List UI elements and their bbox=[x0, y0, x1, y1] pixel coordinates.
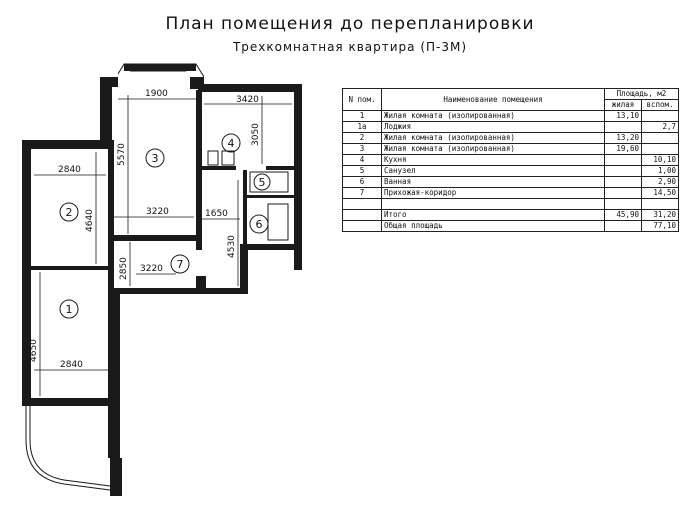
cell-aux: 10,10 bbox=[642, 155, 679, 166]
table-row bbox=[343, 155, 679, 166]
wall-room3-left bbox=[100, 77, 112, 147]
cell-num: 6 bbox=[343, 177, 382, 188]
cell-name: Ванная bbox=[382, 177, 605, 188]
cell-num: 1 bbox=[343, 111, 382, 122]
table-row bbox=[343, 122, 679, 133]
room-1-number: 1 bbox=[65, 303, 73, 316]
loggia-outline-inner bbox=[30, 406, 110, 486]
dim-3420: 3420 bbox=[236, 95, 259, 105]
cell-aux: 14,50 bbox=[642, 188, 679, 199]
cell-aux: 1,00 bbox=[642, 166, 679, 177]
room-2-number: 2 bbox=[65, 206, 73, 219]
area-table bbox=[342, 88, 679, 232]
loggia-end bbox=[110, 458, 122, 496]
cell-name bbox=[382, 199, 605, 210]
plan-title: План помещения до перепланировки bbox=[165, 14, 535, 34]
wall-left bbox=[22, 140, 31, 405]
wall-right bbox=[294, 84, 302, 270]
dim-2840-top: 2840 bbox=[58, 165, 81, 175]
area-table-body bbox=[343, 111, 679, 232]
cell-name: Прихожая-коридор bbox=[382, 188, 605, 199]
cell-living bbox=[605, 199, 642, 210]
cell-aux: 2,7 bbox=[642, 122, 679, 133]
cell-living bbox=[605, 188, 642, 199]
dim-1900: 1900 bbox=[145, 89, 168, 99]
loggia-outline bbox=[26, 406, 110, 490]
cell-aux bbox=[642, 144, 679, 155]
cell-num: 3 bbox=[343, 144, 382, 155]
room-3-number: 3 bbox=[151, 152, 159, 165]
wall-kitchen-bottom-right bbox=[266, 166, 296, 170]
wall-toilet-bath bbox=[247, 195, 294, 198]
cell-aux bbox=[642, 133, 679, 144]
cell-num bbox=[343, 221, 382, 232]
wall-bath-bottom bbox=[246, 244, 302, 250]
cell-num bbox=[343, 199, 382, 210]
wall-room3-room4 bbox=[196, 90, 202, 250]
cell-living bbox=[605, 155, 642, 166]
wall-corridor-bottom bbox=[112, 288, 248, 294]
wall-bath-left bbox=[243, 170, 247, 245]
cell-num: 7 bbox=[343, 188, 382, 199]
cell-living bbox=[605, 166, 642, 177]
dim-3050: 3050 bbox=[251, 123, 261, 146]
wall-kitchen-bottom-left bbox=[202, 166, 236, 170]
cell-name: Лоджия bbox=[382, 122, 605, 133]
cell-aux: 31,20 bbox=[642, 210, 679, 221]
table-row bbox=[343, 199, 679, 210]
wall-corridor-right bbox=[240, 244, 248, 288]
table-row bbox=[343, 210, 679, 221]
wall-room1-bottom bbox=[22, 398, 120, 406]
kitchen-sink bbox=[222, 151, 234, 165]
cell-name: Жилая комната (изолированная) bbox=[382, 111, 605, 122]
wall-room3-bottom bbox=[112, 235, 202, 241]
table-row bbox=[343, 188, 679, 199]
kitchen-stove bbox=[208, 151, 218, 165]
cell-living bbox=[605, 122, 642, 133]
cell-num bbox=[343, 210, 382, 221]
wall-kitchen-top bbox=[198, 84, 302, 92]
cell-living bbox=[605, 221, 642, 232]
cell-num: 5 bbox=[343, 166, 382, 177]
cell-living: 13,20 bbox=[605, 133, 642, 144]
dim-3220-low: 3220 bbox=[140, 264, 163, 274]
cell-living bbox=[605, 177, 642, 188]
cell-aux bbox=[642, 111, 679, 122]
cell-num: 4 bbox=[343, 155, 382, 166]
header-num: N пом. bbox=[343, 89, 382, 111]
plan-subtitle: Трехкомнатная квартира (П-3М) bbox=[232, 40, 468, 54]
header-name: Наименование помещения bbox=[382, 89, 605, 111]
table-row bbox=[343, 144, 679, 155]
header-living: жилая bbox=[605, 100, 642, 111]
loggia-right-wall bbox=[108, 406, 120, 458]
table-row bbox=[343, 111, 679, 122]
dim-3220-mid: 3220 bbox=[146, 207, 169, 217]
cell-living: 19,60 bbox=[605, 144, 642, 155]
thin-lines bbox=[26, 64, 288, 490]
wall-room1-right bbox=[112, 294, 120, 406]
cell-name: Санузел bbox=[382, 166, 605, 177]
table-row bbox=[343, 221, 679, 232]
cell-num: 1а bbox=[343, 122, 382, 133]
wall-corridor-notch bbox=[196, 276, 206, 290]
bay-left-post bbox=[108, 77, 118, 87]
cell-aux bbox=[642, 199, 679, 210]
header-aux: вспом. bbox=[642, 100, 679, 111]
cell-living: 13,10 bbox=[605, 111, 642, 122]
cell-name: Общая площадь bbox=[382, 221, 605, 232]
dim-2850: 2850 bbox=[119, 257, 129, 280]
cell-name: Кухня bbox=[382, 155, 605, 166]
cell-name: Жилая комната (изолированная) bbox=[382, 144, 605, 155]
cell-aux: 77,10 bbox=[642, 221, 679, 232]
room-5-number: 5 bbox=[258, 176, 266, 189]
room-4-number: 4 bbox=[227, 137, 235, 150]
bathtub bbox=[268, 204, 288, 240]
dim-4530: 4530 bbox=[227, 235, 237, 258]
table-row bbox=[343, 133, 679, 144]
wall-room2-room1 bbox=[31, 266, 113, 270]
dim-5570: 5570 bbox=[117, 143, 127, 166]
bay-window-top bbox=[124, 64, 196, 71]
cell-name: Итого bbox=[382, 210, 605, 221]
header-area: Площадь, м2 bbox=[605, 89, 679, 100]
dim-2840-bottom: 2840 bbox=[60, 360, 83, 370]
dim-1650: 1650 bbox=[205, 209, 228, 219]
table-row bbox=[343, 177, 679, 188]
cell-aux: 2,90 bbox=[642, 177, 679, 188]
room-6-number: 6 bbox=[255, 218, 263, 231]
dim-4650: 4650 bbox=[29, 339, 39, 362]
cell-num: 2 bbox=[343, 133, 382, 144]
toilet-box bbox=[250, 172, 288, 192]
dim-4640: 4640 bbox=[85, 209, 95, 232]
wall-room2-top bbox=[22, 140, 112, 149]
cell-name: Жилая комната (изолированная) bbox=[382, 133, 605, 144]
table-row bbox=[343, 166, 679, 177]
cell-living: 45,90 bbox=[605, 210, 642, 221]
room-7-number: 7 bbox=[176, 258, 184, 271]
